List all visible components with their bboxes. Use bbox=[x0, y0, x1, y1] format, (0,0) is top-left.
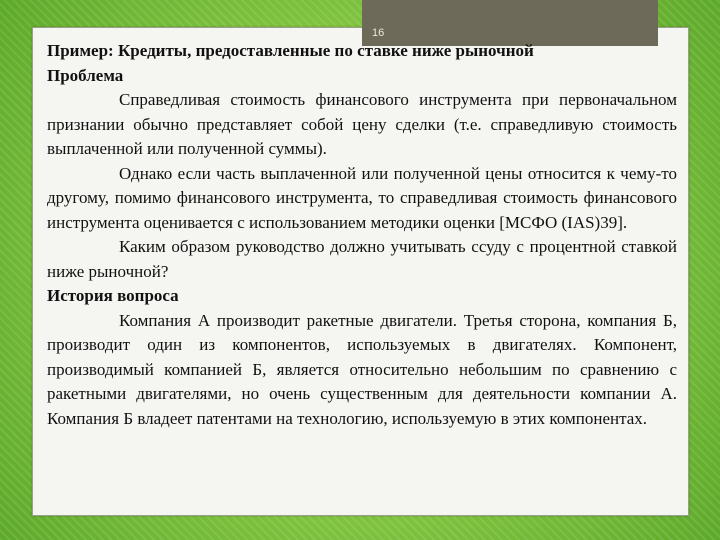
problem-paragraph-3: Каким образом руководство должно учитывать ссуду с процентной ставкой ниже рыночной? bbox=[47, 237, 677, 281]
slide-title: Пример: Кредиты, предоставленные по ставке ниже рыночной bbox=[47, 41, 534, 60]
background-paragraph-1: Компания А производит ракетные двигатели. Третья сторона, компания Б, производит один из компонентов, используемых в двигателях. Компонент, производимый компанией Б, является относительно небольшим по сравнению с ракетными двигателями, но очень существенным для деятельности компании А. Компания Б владеет патентами на технологию, используемую в этих компонентах. bbox=[47, 310, 677, 428]
problem-paragraph-2: Однако если часть выплаченной или полученной цены относится к чему-то другому, помимо финансового инструмента, то справедливая стоимость финансового инструмента оценивается с использованием методики оценки [МСФО (IAS)39]. bbox=[47, 163, 677, 232]
slide-number: 16 bbox=[372, 27, 385, 39]
section-heading-problem: Проблема bbox=[47, 65, 124, 85]
problem-paragraph-1: Справедливая стоимость финансового инструмента при первоначальном признании обычно представляет собой цену сделки (т.е. справедливую стоимость выплаченной или полученной суммы). bbox=[47, 90, 677, 158]
slide-content bbox=[47, 39, 677, 431]
section-heading-background: История вопроса bbox=[47, 286, 179, 305]
